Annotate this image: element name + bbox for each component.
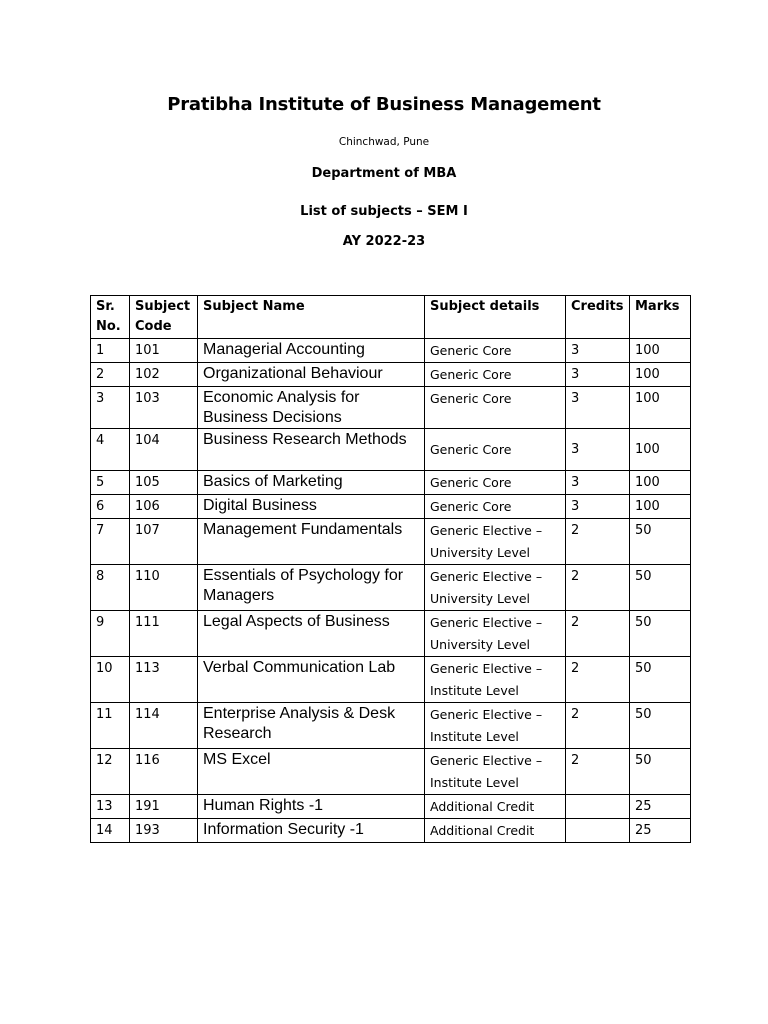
subject-name-cell: Digital Business (198, 495, 425, 519)
credits-cell: 3 (566, 495, 630, 519)
subject-name-cell: Economic Analysis for Business Decisions (198, 387, 425, 429)
sr-no-cell: 5 (91, 471, 130, 495)
subject-details-cell: Generic Elective – University Level (425, 565, 566, 611)
institute-location: Chinchwad, Pune (338, 136, 430, 148)
subject-code-cell: 103 (130, 387, 198, 429)
marks-cell: 25 (630, 819, 691, 843)
credits-cell (566, 795, 630, 819)
marks-cell: 25 (630, 795, 691, 819)
subject-name-cell: Basics of Marketing (198, 471, 425, 495)
subject-details-cell: Generic Core (425, 387, 566, 429)
credits-cell: 3 (566, 339, 630, 363)
marks-cell: 50 (630, 565, 691, 611)
subject-code-cell: 111 (130, 611, 198, 657)
subject-details-cell: Generic Core (425, 339, 566, 363)
subject-details-cell: Generic Core (425, 495, 566, 519)
subject-code-cell: 110 (130, 565, 198, 611)
subject-code-cell: 113 (130, 657, 198, 703)
marks-cell: 100 (630, 471, 691, 495)
subject-name-cell: Essentials of Psychology for Managers (198, 565, 425, 611)
subject-name-cell: Legal Aspects of Business (198, 611, 425, 657)
credits-cell: 2 (566, 749, 630, 795)
subject-name-cell: Managerial Accounting (198, 339, 425, 363)
table-row (91, 611, 691, 657)
credits-cell (566, 819, 630, 843)
subject-details-cell: Generic Core (425, 363, 566, 387)
credits-cell: 2 (566, 703, 630, 749)
column-header-subject-code: Subject Code (130, 296, 198, 339)
sr-no-cell: 2 (91, 363, 130, 387)
subject-name-cell: Enterprise Analysis & Desk Research (198, 703, 425, 749)
sr-no-cell: 3 (91, 387, 130, 429)
subject-code-cell: 116 (130, 749, 198, 795)
table-row (91, 657, 691, 703)
marks-cell: 100 (630, 495, 691, 519)
subject-code-cell: 102 (130, 363, 198, 387)
subject-details-cell: Generic Core (425, 429, 566, 471)
subject-code-cell: 105 (130, 471, 198, 495)
credits-cell: 3 (566, 387, 630, 429)
marks-cell: 50 (630, 611, 691, 657)
sr-no-cell: 1 (91, 339, 130, 363)
credits-cell: 2 (566, 565, 630, 611)
table-row (91, 429, 691, 471)
marks-cell: 100 (630, 363, 691, 387)
table-row (91, 703, 691, 749)
table-row (91, 495, 691, 519)
sr-no-cell: 10 (91, 657, 130, 703)
subject-name-cell: MS Excel (198, 749, 425, 795)
sr-no-cell: 4 (91, 429, 130, 471)
table-row (91, 471, 691, 495)
subject-name-cell: Business Research Methods (198, 429, 425, 471)
column-header-sr-no: Sr. No. (91, 296, 130, 339)
subject-code-cell: 191 (130, 795, 198, 819)
subject-details-cell: Generic Elective – University Level (425, 611, 566, 657)
subject-details-cell: Generic Core (425, 471, 566, 495)
sr-no-cell: 14 (91, 819, 130, 843)
table-row (91, 819, 691, 843)
subjects-table (90, 295, 691, 843)
subject-code-cell: 107 (130, 519, 198, 565)
credits-cell: 2 (566, 519, 630, 565)
credits-cell: 2 (566, 657, 630, 703)
sr-no-cell: 13 (91, 795, 130, 819)
column-header-subject-details: Subject details (425, 296, 566, 339)
subject-details-cell: Generic Elective – Institute Level (425, 657, 566, 703)
subject-name-cell: Verbal Communication Lab (198, 657, 425, 703)
column-header-credits: Credits (566, 296, 630, 339)
institute-title: Pratibha Institute of Business Management (167, 94, 601, 115)
subject-details-cell: Additional Credit (425, 795, 566, 819)
table-row (91, 749, 691, 795)
subject-code-cell: 104 (130, 429, 198, 471)
marks-cell: 50 (630, 703, 691, 749)
subject-details-cell: Additional Credit (425, 819, 566, 843)
subject-name-cell: Human Rights -1 (198, 795, 425, 819)
subject-code-cell: 193 (130, 819, 198, 843)
marks-cell: 50 (630, 519, 691, 565)
subject-name-cell: Management Fundamentals (198, 519, 425, 565)
marks-cell: 100 (630, 339, 691, 363)
table-row (91, 565, 691, 611)
credits-cell: 2 (566, 611, 630, 657)
table-row (91, 519, 691, 565)
marks-cell: 50 (630, 657, 691, 703)
marks-cell: 100 (630, 429, 691, 471)
sr-no-cell: 6 (91, 495, 130, 519)
subject-name-cell: Information Security -1 (198, 819, 425, 843)
table-row (91, 339, 691, 363)
table-row (91, 363, 691, 387)
column-header-marks: Marks (630, 296, 691, 339)
column-header-subject-name: Subject Name (198, 296, 425, 339)
sr-no-cell: 11 (91, 703, 130, 749)
table-row (91, 795, 691, 819)
credits-cell: 3 (566, 429, 630, 471)
academic-year: AY 2022-23 (342, 234, 426, 249)
department-heading: Department of MBA (311, 166, 457, 181)
credits-cell: 3 (566, 363, 630, 387)
subject-name-cell: Organizational Behaviour (198, 363, 425, 387)
sr-no-cell: 7 (91, 519, 130, 565)
subject-code-cell: 114 (130, 703, 198, 749)
sr-no-cell: 9 (91, 611, 130, 657)
subject-code-cell: 106 (130, 495, 198, 519)
list-title: List of subjects – SEM I (300, 204, 468, 219)
subject-details-cell: Generic Elective – University Level (425, 519, 566, 565)
credits-cell: 3 (566, 471, 630, 495)
subject-details-cell: Generic Elective – Institute Level (425, 749, 566, 795)
marks-cell: 50 (630, 749, 691, 795)
table-header-row (91, 296, 691, 339)
sr-no-cell: 8 (91, 565, 130, 611)
subject-code-cell: 101 (130, 339, 198, 363)
sr-no-cell: 12 (91, 749, 130, 795)
subject-details-cell: Generic Elective – Institute Level (425, 703, 566, 749)
marks-cell: 100 (630, 387, 691, 429)
table-row (91, 387, 691, 429)
